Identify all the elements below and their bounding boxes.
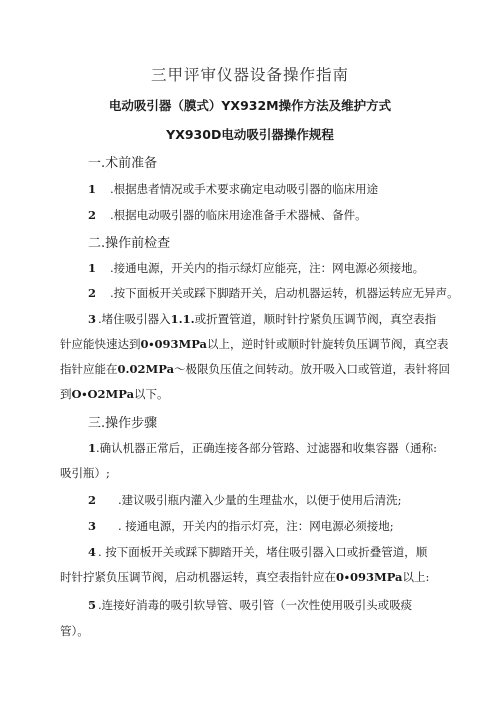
list-item <box>88 285 459 301</box>
item-continuation: 时针拧紧负压调节阀，启动机器运转，真空表指针应在0∙093MPa以上: <box>60 570 430 584</box>
list-item: 3 .堵住吸引器入1.1.或折置管道，顺时针拧紧负压调节阀，真空表指 <box>88 312 437 326</box>
item-number: 4 <box>88 545 97 559</box>
document-title: 三甲评审仪器设备操作指南 <box>150 66 349 84</box>
item-number: 2 <box>88 208 97 222</box>
list-item <box>88 597 412 613</box>
item-continuation: 管）。 <box>60 624 89 638</box>
value-highlight: 0.02MPa <box>117 362 175 376</box>
item-continuation: 吸引瓶）; <box>60 466 110 480</box>
item-continuation: 指针应能在0.02MPa～极限负压值之间转动。放开吸入口或管道，表针将回 <box>60 362 451 376</box>
item-number: 2 <box>88 493 97 507</box>
item-number: 5 <box>88 598 97 612</box>
list-item <box>88 544 427 560</box>
item-text: .接通电源，开关内的指示绿灯应能亮，注：网电源必须接地。 <box>110 261 425 275</box>
item-text: .建议吸引瓶内灌入少量的生理盐水，以便于使用后清洗; <box>118 493 402 507</box>
value-highlight: 0∙093MPa <box>140 337 207 351</box>
section-heading-pre-check: 二.操作前检查 <box>88 236 171 251</box>
item-continuation: 针应能快速达到0∙093MPa以上，逆时针或顺时针旋转负压调节阀，真空表 <box>60 337 449 351</box>
section-heading-steps: 三.操作步骤 <box>88 416 158 431</box>
subtitle-suction-model: 电动吸引器（膜式）YX932M操作方法及维护方式 <box>108 98 392 113</box>
list-item <box>88 260 424 276</box>
list-item <box>88 518 394 534</box>
item-number: 3 <box>88 519 97 533</box>
item-number: 2 <box>88 286 97 300</box>
value-highlight: 1.1. <box>170 312 195 326</box>
item-continuation: 到O∙O2MPa以下。 <box>60 387 169 401</box>
value-highlight: O∙O2MPa <box>71 387 135 401</box>
item-number: 1 <box>88 182 97 196</box>
item-text: .根据电动吸引器的临床用途准备手术器械、备件。 <box>110 208 367 222</box>
item-text: .连接好消毒的吸引软导管、吸引管（一次性使用吸引头或吸痰 <box>98 598 413 612</box>
item-text: . 按下面板开关或踩下脚踏开关，堵住吸引器入口或折叠管道，顺 <box>98 545 428 559</box>
item-number: 3 <box>88 312 97 326</box>
item-number: 1 <box>88 261 97 275</box>
item-text: .根据患者情况或手术要求确定电动吸引器的临床用途 <box>110 182 379 196</box>
list-item <box>88 181 378 197</box>
list-item <box>88 492 402 508</box>
list-item <box>88 440 437 456</box>
list-item <box>88 207 367 223</box>
item-text: . 接通电源，开关内的指示灯亮，注：网电源必须接地; <box>118 519 394 533</box>
subtitle-operation-rules: YX930D电动吸引器操作规程 <box>166 127 334 142</box>
item-number: 1 <box>88 441 97 455</box>
item-text: .确认机器正常后，正确连接各部分管路、过滤器和收集容器（通称: <box>96 441 438 455</box>
item-text: .按下面板开关或踩下脚踏开关，启动机器运转，机器运转应无异声。 <box>110 286 459 300</box>
value-highlight: 0∙093MPa <box>336 570 403 584</box>
section-heading-preparation: 一.术前准备 <box>88 156 158 171</box>
